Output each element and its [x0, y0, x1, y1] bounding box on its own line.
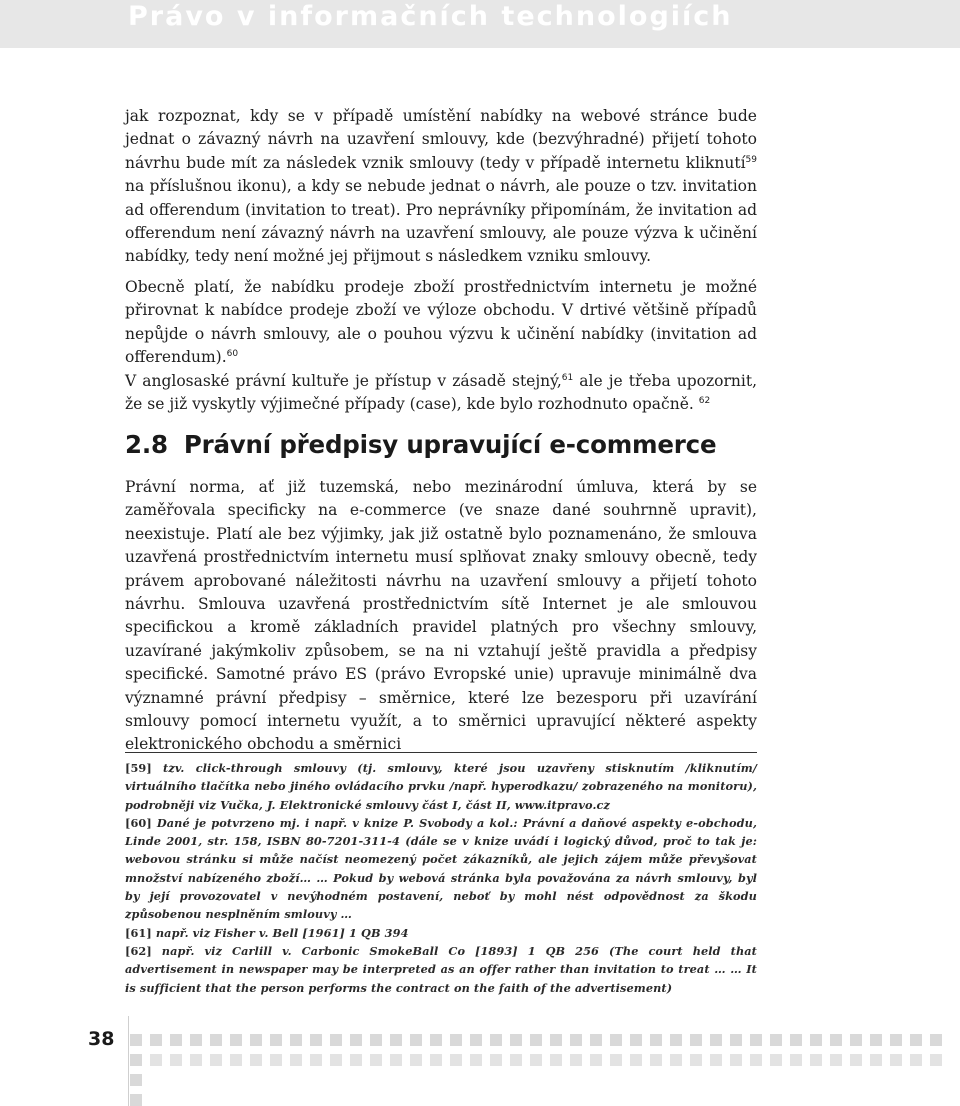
decorative-square — [770, 1054, 782, 1066]
decorative-square — [290, 1054, 302, 1066]
paragraph-text: na příslušnou ikonu), a kdy se nebude jednat o návrh, ale pouze o tzv. invitation ad offerendum (invitation to treat). Pro neprávníky připomínám, že invitation ad offerendum není závazný návrh na uzavření smlouvy, ale pouze výzva k učinění nabídky, tedy není možné jej přijmout s následkem vzniku smlouvy. — [125, 177, 757, 266]
decorative-square — [210, 1054, 222, 1066]
decorative-square — [190, 1054, 202, 1066]
decorative-square — [590, 1054, 602, 1066]
decorative-square — [250, 1054, 262, 1066]
decorative-square — [210, 1034, 222, 1046]
decorative-square — [870, 1054, 882, 1066]
decorative-square — [690, 1054, 702, 1066]
footnote-divider — [125, 752, 757, 753]
decorative-square — [630, 1054, 642, 1066]
paragraph-text: Právní norma, ať již tuzemská, nebo mezinárodní úmluva, která by se zaměřovala specificky na e-commerce (ve snaze dané souhrnně upravit), neexistuje. Platí ale bez výjimky, jak již ostatně bylo poznamenáno, že smlouva uzavřená prostřednictvím internetu musí splňovat znaky smlouvy obecně, tedy právem aprobované náležitosti návrhu na uzavření smlouvy a přijetí tohoto návrhu. Smlouva uzavřená prostřednictvím sítě Internet je ale smlouvou specifickou a kromě základních pravidel platných pro všechny smlouvy, uzavírané jakýmkoliv způsobem, se na ni vztahují ještě pravidla a předpisy specifické. Samotné právo ES (právo Evropské unie) upravuje minimálně dva významné právní předpisy – směrnice, které lze bezesporu při uzavírání smlouvy pomocí internetu využít, a to směrnici upravující některé aspekty elektronického obchodu a směrnici — [125, 478, 757, 754]
decorative-square — [570, 1054, 582, 1066]
decorative-square — [610, 1034, 622, 1046]
section-heading — [125, 430, 716, 459]
decorative-square — [330, 1054, 342, 1066]
footnote-61 — [125, 924, 757, 942]
decorative-square — [250, 1034, 262, 1046]
footnote-ref-62[interactable]: 62 — [698, 396, 711, 407]
decorative-square — [750, 1054, 762, 1066]
footnote-number: [62] — [125, 943, 152, 958]
decorative-square — [750, 1034, 762, 1046]
decorative-square — [730, 1054, 742, 1066]
decorative-square — [610, 1054, 622, 1066]
header-band — [0, 0, 960, 48]
decorative-square — [330, 1034, 342, 1046]
decorative-square — [370, 1054, 382, 1066]
decorative-square — [390, 1034, 402, 1046]
footnote-ref-61[interactable]: 61 — [561, 372, 574, 383]
decorative-square — [570, 1034, 582, 1046]
decorative-square — [850, 1054, 862, 1066]
decorative-square — [350, 1034, 362, 1046]
decorative-square — [550, 1054, 562, 1066]
decorative-square — [630, 1034, 642, 1046]
decorative-square — [450, 1034, 462, 1046]
decorative-square — [310, 1034, 322, 1046]
decorative-square — [710, 1034, 722, 1046]
decorative-square — [710, 1054, 722, 1066]
decorative-square — [310, 1054, 322, 1066]
footnotes — [125, 759, 757, 997]
decorative-square — [930, 1034, 942, 1046]
footnote-number: [59] — [125, 761, 152, 775]
footnote-text: tzv. click-through smlouvy (tj. smlouvy, které jsou uzavřeny stisknutím /kliknutím/ virtuálního tlačítka nebo jiného ovládacího prvku /např. hyperodkazu/ zobrazeného na monitoru), podrobněji viz Vučka, J. Elektronické smlouvy část I, část II, www.itpravo.cz — [125, 761, 757, 812]
decorative-square — [490, 1054, 502, 1066]
decorative-square — [730, 1034, 742, 1046]
decorative-square — [370, 1034, 382, 1046]
body-paragraph-2 — [125, 276, 757, 416]
decorative-square — [350, 1054, 362, 1066]
body-paragraph-3 — [125, 476, 757, 757]
decorative-square — [450, 1054, 462, 1066]
paragraph-text: V anglosaské právní kultuře je přístup v zásadě stejný, — [125, 371, 562, 390]
decorative-square — [410, 1034, 422, 1046]
footnote-text: např. viz Carlill v. Carbonic SmokeBall Co [1893] 1 QB 256 (The court held that advertisement in newspaper may be interpreted as an offer rather than invitation to treat … … It is sufficient that the person performs the contract on the faith of the advertisement) — [125, 943, 757, 995]
decorative-square — [810, 1054, 822, 1066]
decorative-square — [910, 1054, 922, 1066]
decorative-square — [910, 1034, 922, 1046]
footnote-62 — [125, 942, 757, 997]
decorative-square — [830, 1054, 842, 1066]
decorative-square — [130, 1054, 142, 1066]
decorative-square — [790, 1034, 802, 1046]
decorative-square — [150, 1054, 162, 1066]
section-title: Právní předpisy upravující e-commerce — [183, 430, 717, 459]
decorative-square — [770, 1034, 782, 1046]
footnote-text: Dané je potvrzeno mj. i např. v knize P. Svobody a kol.: Právní a daňové aspekty e-obchodu, Linde 2001, str. 158, ISBN 80-7201-311-4 (dále se v knize uvádí i logický důvod, proč to tak je: webovou stránku si může načíst neomezený počet zákazníků, ale jejich zájem může převyšovat množství nabízeného zboží… … Pokud by webová stránka byla považována za návrh smlouvy, byl by její provozovatel v nevýhodném postavení, neboť by mohl nést odpovědnost za škodu způsobenou nesplněním smlouvy … — [125, 815, 757, 922]
decorative-square — [270, 1054, 282, 1066]
decorative-square — [650, 1054, 662, 1066]
decorative-square — [850, 1034, 862, 1046]
decorative-square — [550, 1034, 562, 1046]
running-header-title: Právo v informačních technologiích — [128, 1, 733, 32]
decorative-square — [290, 1034, 302, 1046]
decorative-square — [870, 1034, 882, 1046]
section-number: 2.8 — [125, 430, 168, 459]
decorative-square — [670, 1054, 682, 1066]
decorative-square — [170, 1054, 182, 1066]
paragraph-text: ale je třeba upozornit, že se již vyskytly výjimečné případy (case), kde bylo rozhodnuto opačně. — [125, 371, 758, 414]
decorative-square — [130, 1094, 142, 1106]
decorative-square — [530, 1034, 542, 1046]
decorative-square — [470, 1034, 482, 1046]
decorative-square — [830, 1034, 842, 1046]
paragraph-text: jak rozpoznat, kdy se v případě umístění nabídky na webové stránce bude jednat o závazný návrh na uzavření smlouvy, kde (bezvýhradné) přijetí tohoto návrhu bude mít za následek vznik smlouvy (tedy v případě internetu kliknutí — [125, 107, 757, 172]
decorative-square — [410, 1054, 422, 1066]
decorative-square — [530, 1054, 542, 1066]
footnote-59 — [125, 759, 757, 814]
footnote-number: [60] — [125, 815, 152, 830]
decorative-square — [590, 1034, 602, 1046]
page-number-divider — [128, 1016, 129, 1106]
paragraph-text: Obecně platí, že nabídku prodeje zboží prostřednictvím internetu je možné přirovnat k nabídce prodeje zboží ve výloze obchodu. V drtivé většině případů nepůjde o návrh smlouvy, ale o pouhou výzvu k učinění nabídky (invitation ad offerendum). — [125, 278, 757, 367]
decorative-square — [230, 1054, 242, 1066]
decorative-square — [470, 1054, 482, 1066]
decorative-square — [130, 1074, 142, 1086]
decorative-square — [890, 1034, 902, 1046]
decorative-square — [170, 1034, 182, 1046]
decorative-square — [390, 1054, 402, 1066]
decorative-square — [510, 1034, 522, 1046]
decorative-square — [650, 1034, 662, 1046]
decorative-square — [230, 1034, 242, 1046]
decorative-square — [890, 1054, 902, 1066]
footnote-ref-59[interactable]: 59 — [745, 154, 757, 165]
footnote-number: [61] — [125, 925, 152, 940]
footnote-ref-60[interactable]: 60 — [226, 349, 239, 360]
decorative-square — [510, 1054, 522, 1066]
decorative-square — [790, 1054, 802, 1066]
page-number: 38 — [88, 1028, 115, 1050]
decorative-square — [430, 1054, 442, 1066]
decorative-square — [930, 1054, 942, 1066]
decorative-square — [190, 1034, 202, 1046]
decorative-square — [690, 1034, 702, 1046]
decorative-square — [270, 1034, 282, 1046]
body-paragraph-1 — [125, 105, 757, 269]
decorative-square — [490, 1034, 502, 1046]
decorative-square — [810, 1034, 822, 1046]
decorative-square — [670, 1034, 682, 1046]
decorative-square — [150, 1034, 162, 1046]
decorative-square — [130, 1034, 142, 1046]
footnote-text: např. viz Fisher v. Bell [1961] 1 QB 394 — [151, 925, 409, 940]
decorative-square — [430, 1034, 442, 1046]
footnote-60 — [125, 814, 757, 924]
